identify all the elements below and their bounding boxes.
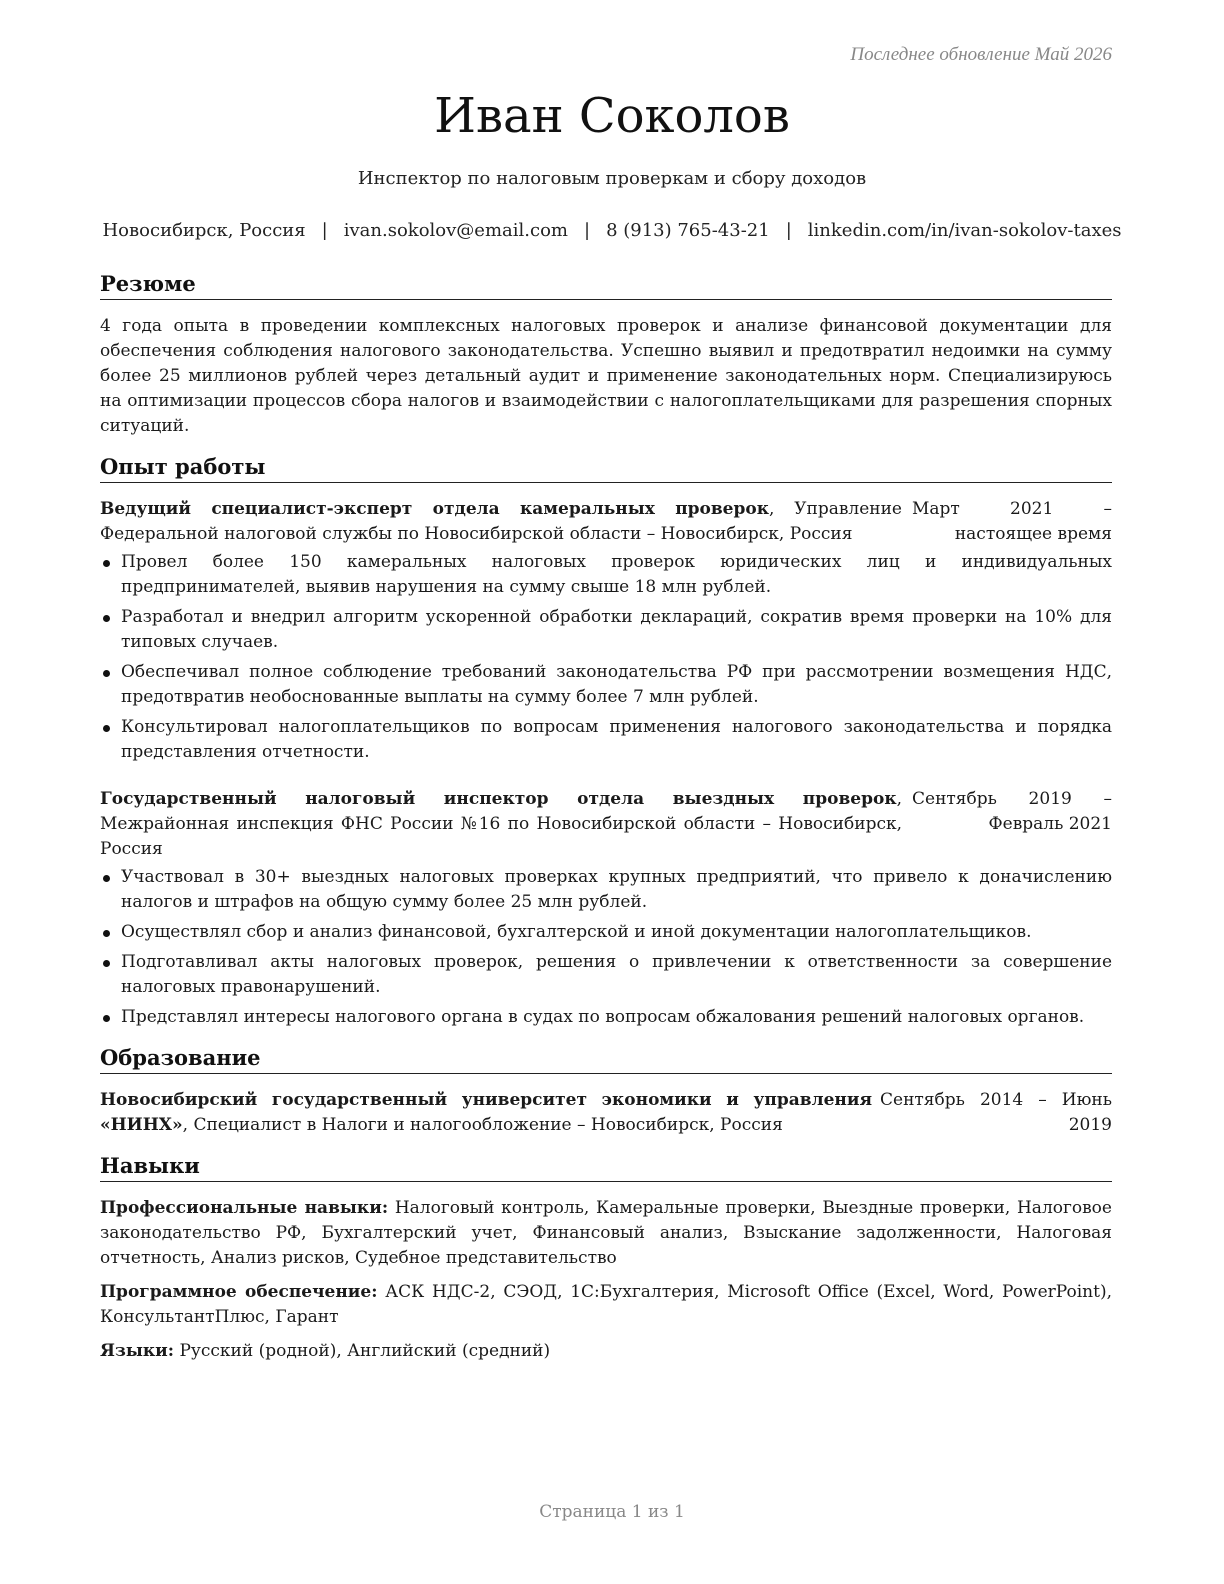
education-section: [100, 1044, 1112, 1138]
skill-value: Русский (родной), Английский (средний): [174, 1341, 551, 1361]
skill-value: Налоговый контроль, Камеральные проверки, Выездные проверки, Налоговое законодательство РФ, Бухгалтерский учет, Финансовый анализ, Взыскание задолженности, Налоговая отчетность, Анализ рисков, Судебное представительство: [100, 1198, 1112, 1268]
skill-label: Программное обеспечение:: [100, 1282, 378, 1302]
skill-group: [100, 1280, 1112, 1330]
candidate-name: Иван Соколов: [434, 88, 790, 144]
job-position: Ведущий специалист-эксперт отдела камеральных проверок: [100, 499, 769, 519]
list-item: Разработал и внедрил алгоритм ускоренной обработки деклараций, сократив время проверки на 10% для типовых случаев.: [100, 605, 1112, 655]
contact-separator: |: [583, 220, 591, 241]
candidate-title: Инспектор по налоговым проверкам и сбору доходов: [357, 168, 867, 189]
last-updated: Последнее обновление Май 2026: [850, 44, 1112, 65]
skill-group: [100, 1196, 1112, 1271]
experience-section: [100, 453, 1112, 1030]
contact-linkedin[interactable]: linkedin.com/in/ivan-sokolov-taxes: [807, 220, 1122, 241]
education-school: Новосибирский государственный университет экономики и управления «НИНХ»: [100, 1090, 872, 1135]
contact-line: [0, 220, 1224, 241]
page-number: Страница 1 из 1: [539, 1502, 685, 1522]
job-entry: [100, 497, 1112, 765]
job-position: Государственный налоговый инспектор отдела выездных проверок: [100, 789, 897, 809]
skill-label: Профессиональные навыки:: [100, 1198, 389, 1218]
job-achievements: [100, 550, 1112, 765]
list-item: Провел более 150 камеральных налоговых проверок юридических лиц и индивидуальных предпринимателей, выявив нарушения на сумму свыше 18 млн рублей.: [100, 550, 1112, 600]
skills-section: [100, 1152, 1112, 1364]
job-dates: Март 2021 – настоящее время: [912, 499, 1112, 544]
list-item: Осуществлял сбор и анализ финансовой, бухгалтерской и иной документации налогоплательщиков.: [100, 920, 1112, 945]
contact-separator: |: [785, 220, 792, 241]
list-item: Участвовал в 30+ выездных налоговых проверках крупных предприятий, что привело к доначислению налогов и штрафов на общую сумму более 25 млн рублей.: [100, 865, 1112, 915]
skills-heading: Навыки: [100, 1152, 1112, 1182]
skill-label: Языки:: [100, 1341, 175, 1361]
job-dates: Сентябрь 2019 – Февраль 2021: [912, 789, 1112, 834]
education-heading: Образование: [100, 1044, 1112, 1074]
job-entry: [100, 787, 1112, 1030]
contact-phone[interactable]: 8 (913) 765-43-21: [606, 220, 770, 241]
contact-email[interactable]: ivan.sokolov@email.com: [343, 220, 568, 241]
list-item: Представлял интересы налогового органа в судах по вопросам обжалования решений налоговых органов.: [100, 1005, 1112, 1030]
skill-value: АСК НДС-2, СЭОД, 1С:Бухгалтерия, Microsoft Office (Excel, Word, PowerPoint), КонсультантПлюс, Гарант: [100, 1282, 1112, 1327]
list-item: Обеспечивал полное соблюдение требований законодательства РФ при рассмотрении возмещения НДС, предотвратив необоснованные выплаты на сумму более 7 млн рублей.: [100, 660, 1112, 710]
education-dates: Сентябрь 2014 – Июнь 2019: [880, 1090, 1112, 1135]
list-item: Консультировал налогоплательщиков по вопросам применения налогового законодательства и порядка представления отчетности.: [100, 715, 1112, 765]
summary-heading: Резюме: [100, 270, 1112, 300]
resume-content: [100, 270, 1112, 1373]
job-organization: , Управление Федеральной налоговой службы по Новосибирской области – Новосибирск, Россия: [100, 499, 902, 544]
skill-group: [100, 1339, 1112, 1364]
job-achievements: [100, 865, 1112, 1030]
summary-section: [100, 270, 1112, 439]
contact-separator: |: [321, 220, 328, 241]
summary-text: 4 года опыта в проведении комплексных налоговых проверок и анализе финансовой документации для обеспечения соблюдения налогового законодательства. Успешно выявил и предотвратил недоимки на сумму более 25 миллионов рублей через детальный аудит и применение законодательных норм. Специализируюсь на оптимизации процессов сбора налогов и взаимодействии с налогоплательщиками для разрешения спорных ситуаций.: [100, 316, 1112, 436]
job-organization: , Межрайонная инспекция ФНС России №16 по Новосибирской области – Новосибирск, Россия: [100, 789, 902, 859]
list-item: Подготавливал акты налоговых проверок, решения о привлечении к ответственности за совершение налоговых правонарушений.: [100, 950, 1112, 1000]
education-details: , Специалист в Налоги и налогообложение – Новосибирск, Россия: [182, 1115, 783, 1135]
contact-location: Новосибирск, Россия: [102, 220, 306, 241]
experience-heading: Опыт работы: [100, 453, 1112, 483]
